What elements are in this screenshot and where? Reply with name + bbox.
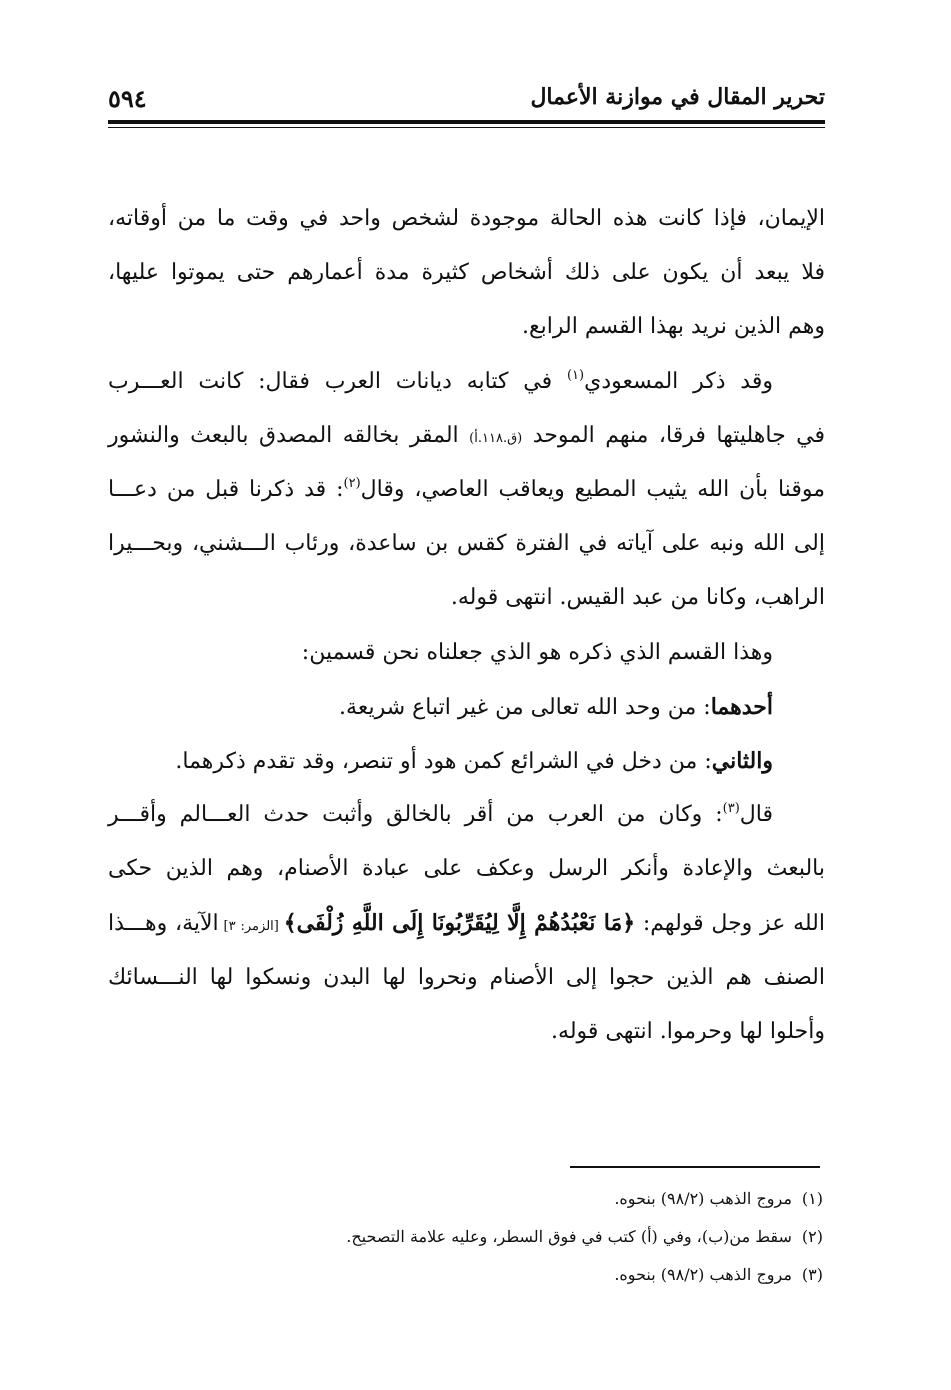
page-number: ٥٩٤ (108, 84, 147, 113)
footnote-marker: (١) (566, 367, 585, 383)
text-line (108, 896, 825, 950)
footnote-separator (570, 1166, 820, 1168)
text-line: وهم الذين نريد بهذا القسم الرابع. (521, 314, 825, 340)
footnote-text: سقط من(ب)، وفي (أ) كتب في فوق السطر، وعليه علامة التصحيح. (346, 1227, 792, 1246)
text-line: الراهب، وكانا من عبد القيس. انتهى قوله. (450, 585, 825, 611)
main-text (108, 192, 825, 1059)
running-header (108, 78, 825, 124)
text-line: الإيمان، فإذا كانت هذه الحالة موجودة لشخص واحد في وقت ما من أوقاته، (108, 206, 825, 231)
footnote (123, 1256, 823, 1294)
manuscript-reference: (ق.١١٨.أ) (469, 430, 523, 446)
text-line: الصنف هم الذين حجوا إلى الأصنام ونحروا لها البدن ونسكوا لها النـــسائك (108, 964, 825, 990)
quran-verse: ﴿مَا نَعْبُدُهُمْ إِلَّا لِيُقَرِّبُونَا إِلَى اللَّهِ زُلْفَى﴾ (283, 910, 636, 937)
text-span: : وكان من العرب من أقر بالخالق وأثبت حدث العـــالم وأقـــر (108, 802, 723, 828)
footnote (123, 1180, 823, 1218)
text-line (108, 463, 825, 517)
text-span: في جاهليتها فرقا، منهم الموحد (522, 422, 826, 448)
text-span: موقنا بأن الله يثيب المطيع ويعاقب العاصي، وقال (360, 476, 825, 502)
text-span: : قد ذكرنا قبل من دعـــا (108, 476, 344, 502)
header-rule-thin (108, 127, 825, 128)
header-rule (108, 120, 825, 124)
surah-reference: [الزمر: ٣] (218, 919, 284, 935)
footnote-text: مروج الذهب (٩٨/٢) بنحوه. (614, 1265, 792, 1284)
text-line (108, 788, 825, 842)
text-line: إلى الله ونبه على آياته في الفترة كقس بن ساعدة، ورئاب الـــشني، وبحـــيرا (108, 531, 825, 557)
list-label: أحدهما (710, 693, 773, 720)
footnotes (123, 1180, 823, 1294)
list-label: والثاني (711, 747, 773, 774)
text-line (108, 680, 825, 734)
text-span: الله عز وجل قولهم: (635, 911, 825, 937)
footnote-marker: (٣) (722, 801, 740, 817)
text-span: وقد ذكر المسعودي (584, 368, 773, 394)
footnote-number: (٣) (801, 1265, 823, 1284)
footnote-number: (١) (801, 1189, 823, 1208)
book-title: تحرير المقال في موازنة الأعمال (530, 84, 825, 110)
text-span: في كتابه ديانات العرب فقال: كانت العـــرب (108, 368, 567, 394)
text-line (108, 355, 825, 409)
text-line: فلا يبعد أن يكون على ذلك أشخاص كثيرة مدة أعمارهم حتى يموتوا عليها، (108, 260, 825, 286)
footnote-text: مروج الذهب (٩٨/٢) بنحوه. (614, 1189, 792, 1208)
footnote-marker: (٢) (343, 475, 361, 491)
text-line: وأحلوا لها وحرموا. انتهى قوله. (551, 1018, 825, 1044)
text-span: الآية، وهـــذا (108, 911, 219, 937)
text-line: وهذا القسم الذي ذكره هو الذي جعلناه نحن قسمين: (301, 639, 773, 665)
footnote (123, 1218, 823, 1256)
text-line: بالبعث والإعادة وأنكر الرسل وعكف على عبادة الأصنام، وهم الذين حكى (108, 856, 825, 882)
text-span: : من دخل في الشرائع كمن هود أو تنصر، وقد تقدم ذكرهما. (175, 748, 712, 774)
text-span: المقر بخالقه المصدق بالبعث والنشور (108, 422, 470, 448)
text-line (108, 409, 825, 463)
text-span: : من وحد الله تعالى من غير اتباع شريعة. (339, 694, 711, 720)
footnote-number: (٢) (801, 1227, 823, 1246)
text-span: قال (739, 802, 773, 828)
text-line (108, 734, 825, 788)
